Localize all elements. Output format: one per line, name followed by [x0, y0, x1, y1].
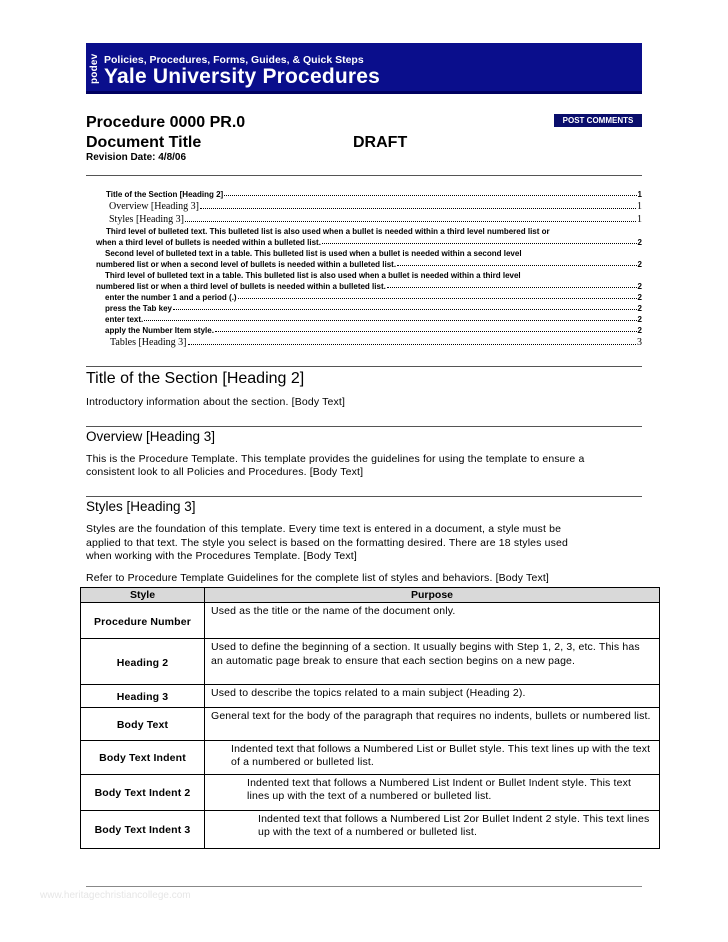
toc-item[interactable]: numbered list or when a second level of bullets is needed within a bulleted list. 2	[96, 260, 642, 269]
style-cell: Body Text	[81, 707, 205, 740]
header-banner	[86, 43, 642, 94]
toc-item[interactable]: Third level of bulleted text. This bulleted list is also used when a bullet is needed within a third level numbered list or	[106, 227, 550, 236]
toc-item[interactable]: apply the Number Item style. 2	[105, 326, 642, 335]
table-row	[81, 740, 660, 774]
purpose-cell: Indented text that follows a Numbered List Indent or Bullet Indent style. This text lines up with the text of a numbered or bulleted list.	[205, 774, 660, 810]
toc-item[interactable]: Title of the Section [Heading 2] 1	[106, 190, 642, 199]
styles-heading: Styles [Heading 3]	[86, 499, 196, 514]
table-row	[81, 707, 660, 740]
toc-item[interactable]: Second level of bulleted text in a table. This bulleted list is used when a bullet is needed within a second level	[105, 249, 522, 258]
styles-text-line: Styles are the foundation of this template. Every time text is entered in a document, a style must be	[86, 523, 562, 535]
section-heading: Title of the Section [Heading 2]	[86, 370, 305, 387]
toc-item[interactable]: numbered list or when a third level of bullets is needed within a bulleted list. 2	[96, 282, 642, 291]
overview-heading: Overview [Heading 3]	[86, 429, 216, 444]
divider	[86, 175, 642, 176]
overview-text-line: This is the Procedure Template. This template provides the guidelines for using the template to ensure a	[86, 453, 585, 465]
styles-text-line: applied to that text. The style you select is based on the formatting desired. There are 18 styles used	[86, 537, 568, 549]
table-header-row	[81, 588, 660, 603]
toc-item[interactable]: Tables [Heading 3] 3	[110, 337, 642, 348]
section-intro: Introductory information about the section. [Body Text]	[86, 396, 346, 408]
revision-date: Revision Date: 4/8/06	[86, 152, 187, 163]
purpose-cell: General text for the body of the paragraph that requires no indents, bullets or numbered list.	[205, 707, 660, 740]
column-header: Purpose	[205, 588, 660, 603]
table-row	[81, 810, 660, 848]
toc-item[interactable]: enter the number 1 and a period (.) 2	[105, 293, 642, 302]
toc-item[interactable]: press the Tab key 2	[105, 304, 642, 313]
footer-divider	[86, 886, 642, 887]
draft-label: DRAFT	[353, 134, 408, 151]
style-cell: Body Text Indent	[81, 740, 205, 774]
style-cell: Heading 2	[81, 639, 205, 685]
divider	[86, 426, 642, 427]
table-row	[81, 774, 660, 810]
toc-item[interactable]: when a third level of bullets is needed within a bulleted list. 2	[96, 238, 642, 247]
document-title: Document Title	[86, 134, 202, 151]
purpose-cell: Indented text that follows a Numbered List 2or Bullet Indent 2 style. This text lines up with the text of a numbered or bulleted list.	[205, 810, 660, 848]
banner-vertical-logo: podev	[89, 53, 100, 85]
style-cell: Body Text Indent 2	[81, 774, 205, 810]
toc-item[interactable]: enter text. 2	[105, 315, 642, 324]
table-row	[81, 685, 660, 708]
style-cell: Body Text Indent 3	[81, 810, 205, 848]
procedure-number: Procedure 0000 PR.0	[86, 114, 246, 131]
purpose-cell: Indented text that follows a Numbered List or Bullet style. This text lines up with the text of a numbered or bulleted list.	[205, 740, 660, 774]
purpose-cell: Used as the title or the name of the document only.	[205, 603, 660, 639]
banner-title: Yale University Procedures	[104, 65, 381, 88]
column-header: Style	[81, 588, 205, 603]
styles-text-line: when working with the Procedures Template. [Body Text]	[86, 550, 357, 562]
table-row	[81, 639, 660, 685]
toc-item[interactable]: Styles [Heading 3] 1	[109, 214, 642, 225]
overview-text-line: consistent look to all Policies and Procedures. [Body Text]	[86, 466, 364, 478]
table-row	[81, 603, 660, 639]
banner-subtitle: Policies, Procedures, Forms, Guides, & Quick Steps	[104, 54, 364, 66]
styles-refer-text: Refer to Procedure Template Guidelines for the complete list of styles and behaviors. [Body Text]	[86, 572, 549, 584]
divider	[86, 366, 642, 367]
watermark: www.heritagechristiancollege.com	[40, 890, 191, 901]
styles-table	[80, 587, 660, 849]
divider	[86, 496, 642, 497]
purpose-cell: Used to define the beginning of a section. It usually begins with Step 1, 2, 3, etc. This has an automatic page break to ensure that each section begins on a new page.	[205, 639, 660, 685]
post-comments-button[interactable]: POST COMMENTS	[554, 114, 642, 127]
toc-item[interactable]: Third level of bulleted text in a table. This bulleted list is also used when a bullet is needed within a third level	[105, 271, 521, 280]
table-of-contents	[96, 187, 642, 348]
toc-item[interactable]: Overview [Heading 3] 1	[109, 201, 642, 212]
style-cell: Procedure Number	[81, 603, 205, 639]
style-cell: Heading 3	[81, 685, 205, 708]
purpose-cell: Used to describe the topics related to a main subject (Heading 2).	[205, 685, 660, 708]
